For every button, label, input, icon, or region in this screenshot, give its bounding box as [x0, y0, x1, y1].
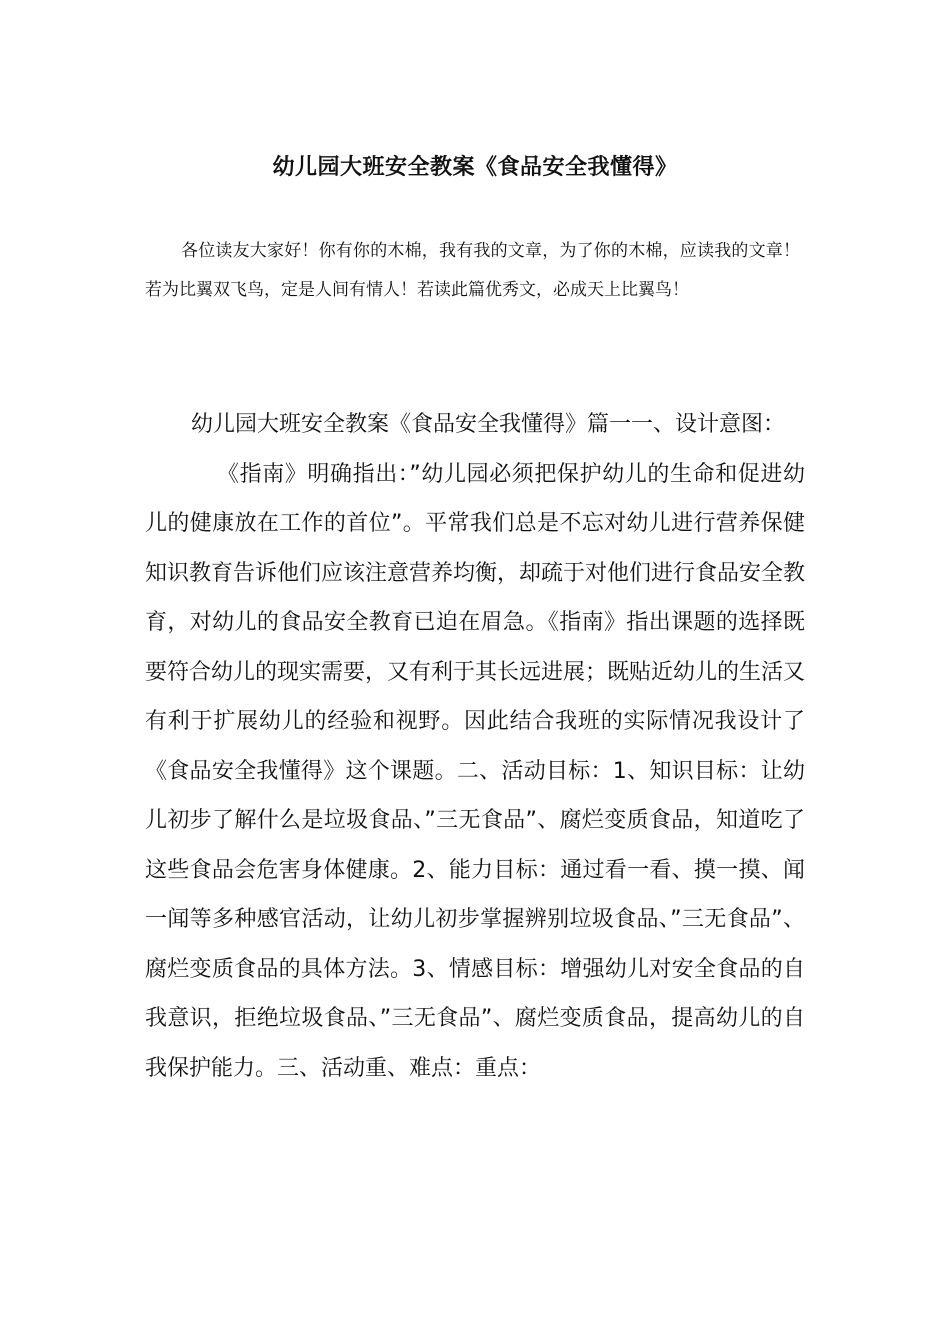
intro-paragraph: 各位读友大家好！你有你的木棉，我有我的文章，为了你的木棉，应读我的文章！若为比翼双飞鸟，定是人间有情人！若读此篇优秀文，必成天上比翼鸟！ [145, 241, 800, 300]
body-paragraph: 《指南》明确指出：”幼儿园必须把保护幼儿的生命和促进幼儿的健康放在工作的首位”。平常我们总是不忘对幼儿进行营养保健知识教育告诉他们应该注意营养均衡，却疏于对他们进行食品安全教育，对幼儿的食品安全教育已迫在眉急。《指南》指出课题的选择既要符合幼儿的现实需要，又有利于其长远进展；既贴近幼儿的生活又有利于扩展幼儿的经验和视野。因此结合我班的实际情况我设计了《食品安全我懂得》这个课题。二、活动目标：1、知识目标：让幼儿初步了解什么是垃圾食品、”三无食品”、腐烂变质食品，知道吃了这些食品会危害身体健康。2、能力目标：通过看一看、摸一摸、闻一闻等多种感官活动，让幼儿初步掌握辨别垃圾食品、”三无食品”、腐烂变质食品的具体方法。3、情感目标：增强幼儿对安全食品的自我意识，拒绝垃圾食品、”三无食品”、腐烂变质食品，提高幼儿的自我保护能力。三、活动重、难点：重点： [145, 461, 806, 1081]
section-heading: 幼儿园大班安全教案《食品安全我懂得》篇一一、设计意图： [191, 412, 786, 437]
document-title: 幼儿园大班安全教案《食品安全我懂得》 [272, 155, 678, 180]
document-body [145, 400, 805, 1093]
